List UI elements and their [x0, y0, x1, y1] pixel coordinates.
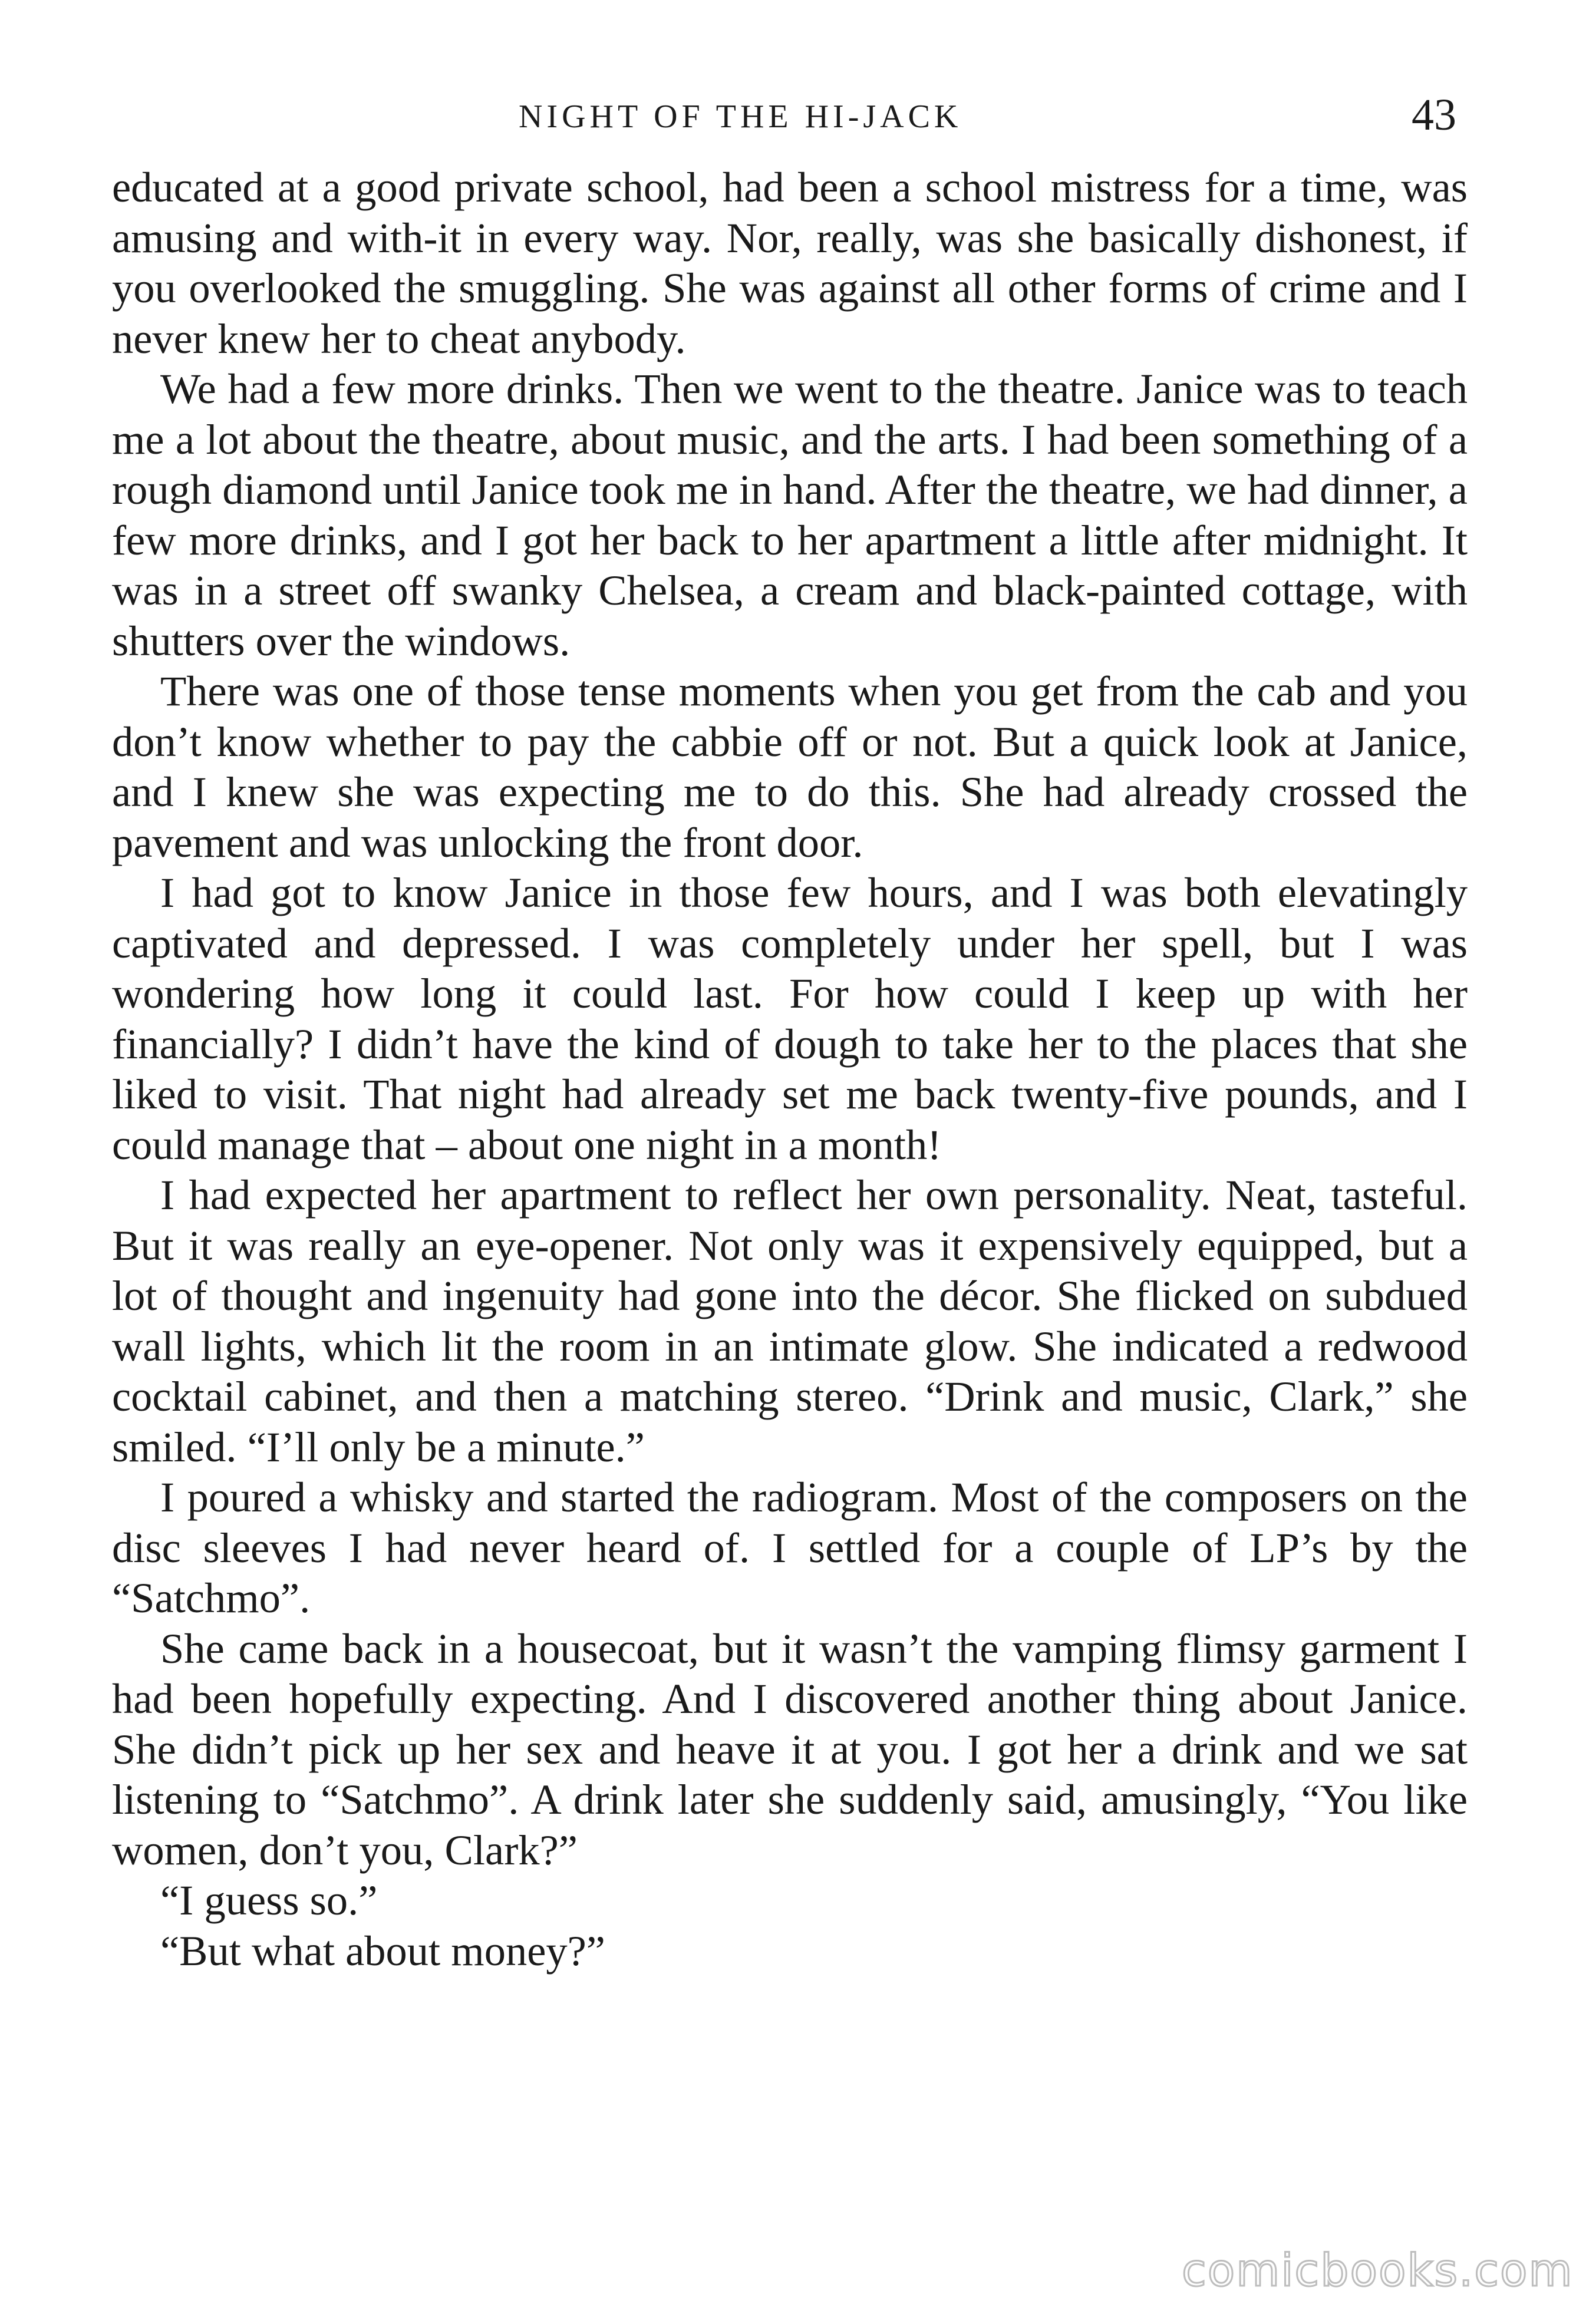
paragraph: I poured a whisky and started the radiogram. Most of the composers on the disc sleeves I had never heard of. I settled for a couple of LP’s by the “Satchmo”. — [112, 1473, 1468, 1622]
paragraph: There was one of those tense moments when you get from the cab and you don’t know whether to pay the cabbie off or not. But a quick look at Janice, and I knew she was expecting me to do this. She had already crossed the pavement and was unlocking the front door. — [112, 667, 1468, 866]
body-text — [112, 162, 1468, 1976]
running-head — [0, 88, 1576, 153]
dialogue-line: “I guess so.” — [160, 1876, 378, 1924]
paragraph: She came back in a housecoat, but it wasn’t the vamping flimsy garment I had been hopefully expecting. And I discovered another thing about Janice. She didn’t pick up her sex and heave it at you. I got her a drink and we sat listening to “Satchmo”. A drink later she suddenly said, amusingly, “You like women, don’t you, Clark?” — [112, 1624, 1468, 1874]
running-title: NIGHT OF THE HI-JACK — [519, 98, 962, 135]
watermark: comicbooks.com — [1182, 2244, 1574, 2296]
paragraph: I had expected her apartment to reflect her own personality. Neat, tasteful. But it was really an eye-opener. Not only was it expensively equipped, but a lot of thought and ingenuity had gone into the décor. She flicked on subdued wall lights, which lit the room in an intimate glow. She indicated a redwood cocktail cabinet, and then a matching stereo. “Drink and music, Clark,” she smiled. “I’ll only be a minute.” — [112, 1171, 1468, 1471]
paragraph: I had got to know Janice in those few hours, and I was both elevatingly captivated and depressed. I was completely under her spell, but I was wondering how long it could last. For how could I keep up with her financially? I didn’t have the kind of dough to take her to the places that she liked to visit. That night had already set me back twenty-five pounds, and I could manage that – about one night in a month! — [112, 869, 1468, 1168]
paragraph: We had a few more drinks. Then we went to the theatre. Janice was to teach me a lot about the theatre, about music, and the arts. I had been something of a rough diamond until Janice took me in hand. After the theatre, we had dinner, a few more drinks, and I got her back to her apartment a little after midnight. It was in a street off swanky Chelsea, a cream and black-painted cottage, with shutters over the windows. — [112, 365, 1468, 665]
dialogue-line: “But what about money?” — [160, 1926, 605, 1975]
page-number: 43 — [1412, 90, 1456, 140]
paragraph-continued: educated at a good private school, had been a school mistress for a time, was amusing and with-it in every way. Nor, really, was she basically dishonest, if you overlooked the smuggling. She was against all other forms of crime and I never knew her to cheat anybody. — [112, 163, 1468, 362]
